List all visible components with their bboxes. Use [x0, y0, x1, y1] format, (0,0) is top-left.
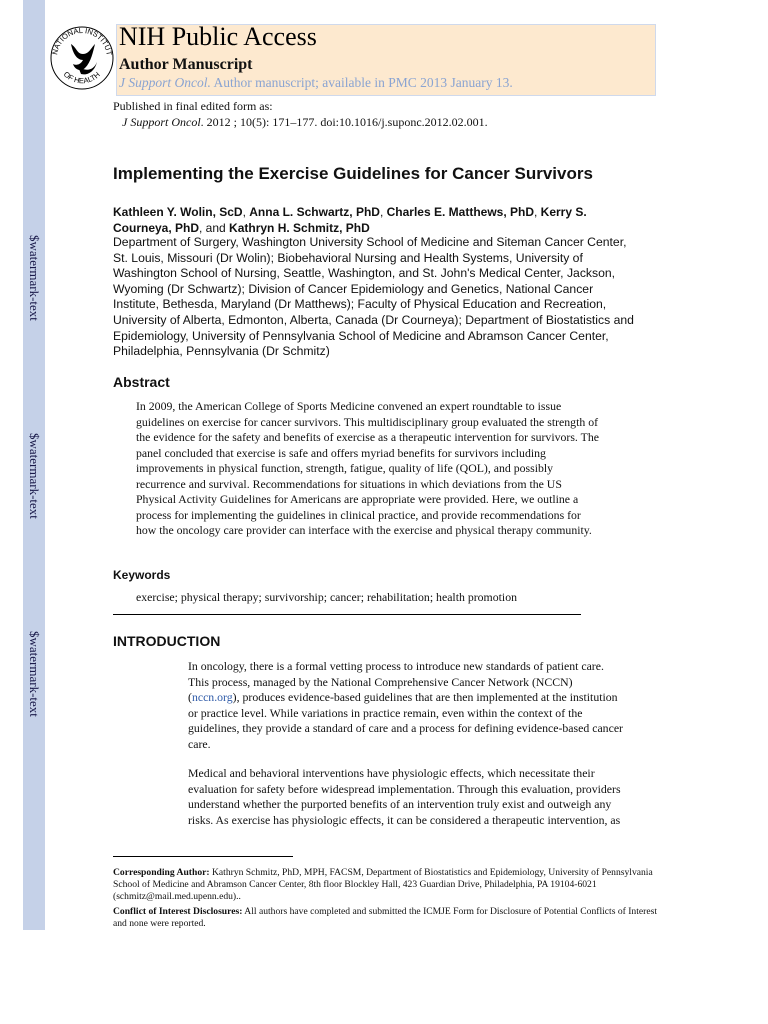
conflict-label: Conflict of Interest Disclosures: — [113, 906, 243, 917]
watermark-text: $watermark-text — [27, 235, 42, 321]
paragraph-line: risks. As exercise has physiologic effects, it can be considered a therapeutic intervention, as — [188, 812, 621, 827]
corresponding-author-text: Kathryn Schmitz, PhD, MPH, FACSM, Department of Biostatistics and Epidemiology, University of Pennsylvania School of Medicine and Abramson Cancer Center, 8th floor Blockley Hall, 423 Guardian Drive, Philadelphia, PA 19104-6021 (schmitz@mail.med.upenn.edu).. — [113, 867, 653, 902]
citation-details: . 2012 ; 10(5): 171–177. doi:10.1016/j.suponc.2012.02.001. — [200, 115, 488, 129]
nih-logo-svg — [47, 14, 117, 94]
article-title: Implementing the Exercise Guidelines for Cancer Survivors — [113, 164, 593, 183]
introduction-paragraph-1 — [188, 659, 658, 752]
logo-bottom-text: OF HEALTH — [61, 69, 102, 86]
nih-public-access-title: NIH Public Access — [119, 22, 317, 51]
watermark-text: $watermark-text — [27, 631, 42, 717]
abstract-line: the evidence for the safety and benefits of exercise as a therapeutic intervention for survivors. The — [136, 430, 599, 444]
keywords-heading: Keywords — [113, 568, 171, 582]
affiliation-line: University of Alberta, Edmonton, Alberta, Canada (Dr Courneya); Department of Biostatistics and — [113, 312, 634, 327]
affiliation-line: Department of Surgery, Washington University School of Medicine and Siteman Cancer Center, — [113, 235, 627, 249]
paragraph-line: evaluation for safety before widespread implementation. Through this evaluation, providers — [188, 781, 621, 796]
corresponding-author-note — [113, 867, 658, 903]
citation-journal: J Support Oncol — [122, 115, 201, 129]
author-name: Kerry S. — [540, 205, 587, 219]
abstract-line: guidelines on exercise for cancer survivors. This multidisciplinary group evaluated the strength of — [136, 414, 599, 429]
affiliation-line: Wyoming (Dr Schwartz); Division of Cancer Epidemiology and Genetics, National Cancer — [113, 281, 594, 296]
corresponding-author-label: Corresponding Author: — [113, 867, 210, 878]
paragraph-line: guidelines, they provide a standard of care and a process for defining evidence-based cancer — [188, 721, 623, 735]
section-divider — [113, 614, 581, 615]
abstract-line: improvements in physical function, strength, fatigue, quality of life (QOL), and possibly — [136, 461, 554, 475]
published-label: Published in final edited form as: — [113, 99, 273, 113]
author-list-line-2: Courneya, PhD, and Kathryn H. Schmitz, PhD — [113, 221, 370, 235]
abstract-line: panel concluded that exercise is safe and offers myriad benefits for survivors including — [136, 445, 546, 460]
abstract-line: recurrence and survival. Recommendations for situations in which deviations from the US — [136, 476, 562, 491]
affiliation-line: Epidemiology, University of Pennsylvania School of Medicine and Abramson Cancer Center, — [113, 328, 609, 343]
author-name: Charles E. Matthews, PhD — [386, 205, 534, 219]
abstract-line: process for implementing the guidelines in clinical practice, and provide recommendations for — [136, 507, 581, 522]
watermark — [23, 614, 45, 734]
affiliations — [113, 235, 673, 360]
keywords-list: exercise; physical therapy; survivorship; cancer; rehabilitation; health promotion — [136, 590, 517, 604]
abstract-body — [136, 399, 656, 539]
watermark-text: $watermark-text — [27, 433, 42, 519]
paragraph-line: Medical and behavioral interventions have physiologic effects, which necessitate their — [188, 766, 595, 780]
conflict-disclosure-note — [113, 906, 658, 930]
author-name: Kathryn H. Schmitz, PhD — [229, 221, 370, 235]
nih-seal-icon — [47, 14, 117, 94]
abstract-line: Physical Activity Guidelines for Americans are appropriate were provided. Here, we outline a — [136, 492, 579, 506]
footnote-divider — [113, 856, 293, 857]
affiliation-line: Institute, Bethesda, Maryland (Dr Matthews); Faculty of Physical Education and Recreation, — [113, 297, 607, 312]
author-name: Anna L. Schwartz, PhD — [249, 205, 380, 219]
abstract-line: In 2009, the American College of Sports Medicine convened an expert roundtable to issue — [136, 399, 562, 413]
affiliation-line: St. Louis, Missouri (Dr Wolin); Biobehavioral Nursing and Health Systems, University of — [113, 250, 583, 265]
paragraph-line: understand whether the purported benefits of an intervention truly exist and outweigh any — [188, 797, 612, 811]
citation — [122, 115, 488, 130]
affiliation-line: Washington School of Nursing, Seattle, Washington, and St. John's Medical Center, Jackson, — [113, 266, 616, 281]
introduction-heading: INTRODUCTION — [113, 633, 221, 649]
author-name: Kathleen Y. Wolin, ScD — [113, 205, 243, 219]
author-manuscript-label: Author Manuscript — [119, 56, 253, 73]
affiliation-line: Philadelphia, Pennsylvania (Dr Schmitz) — [113, 344, 330, 359]
paragraph-line: In oncology, there is a formal vetting process to introduce new standards of patient care. — [188, 659, 604, 673]
author-list: Kathleen Y. Wolin, ScD, Anna L. Schwartz, PhD, Charles E. Matthews, PhD, Kerry S. — [113, 205, 587, 219]
introduction-paragraph-2 — [188, 766, 658, 828]
journal-name: J Support Oncol. — [119, 75, 211, 90]
abstract-heading: Abstract — [113, 374, 170, 390]
abstract-line: how the oncology care provider can interface with the exercise and physical therapy community. — [136, 523, 592, 537]
watermark — [23, 218, 45, 338]
paragraph-line: (nccn.org), produces evidence-based guidelines that are then implemented at the institution — [188, 690, 618, 704]
watermark — [23, 416, 45, 536]
availability-text: Author manuscript; available in PMC 2013 January 13. — [210, 75, 513, 90]
paragraph-line: care. — [188, 736, 211, 751]
author-name: Courneya, PhD — [113, 221, 200, 235]
pmc-availability — [119, 75, 513, 91]
nccn-link[interactable]: nccn.org — [191, 690, 233, 704]
paragraph-line: This process, managed by the National Comprehensive Cancer Network (NCCN) — [188, 674, 573, 689]
paragraph-line: or practice level. While variations in practice remain, even within the context of the — [188, 705, 583, 720]
logo-top-text: NATIONAL INSTITUT — [50, 25, 114, 57]
conflict-text: All authors have completed and submitted the ICMJE Form for Disclosure of Potential Conflicts of Interest and none were reported. — [113, 906, 658, 929]
